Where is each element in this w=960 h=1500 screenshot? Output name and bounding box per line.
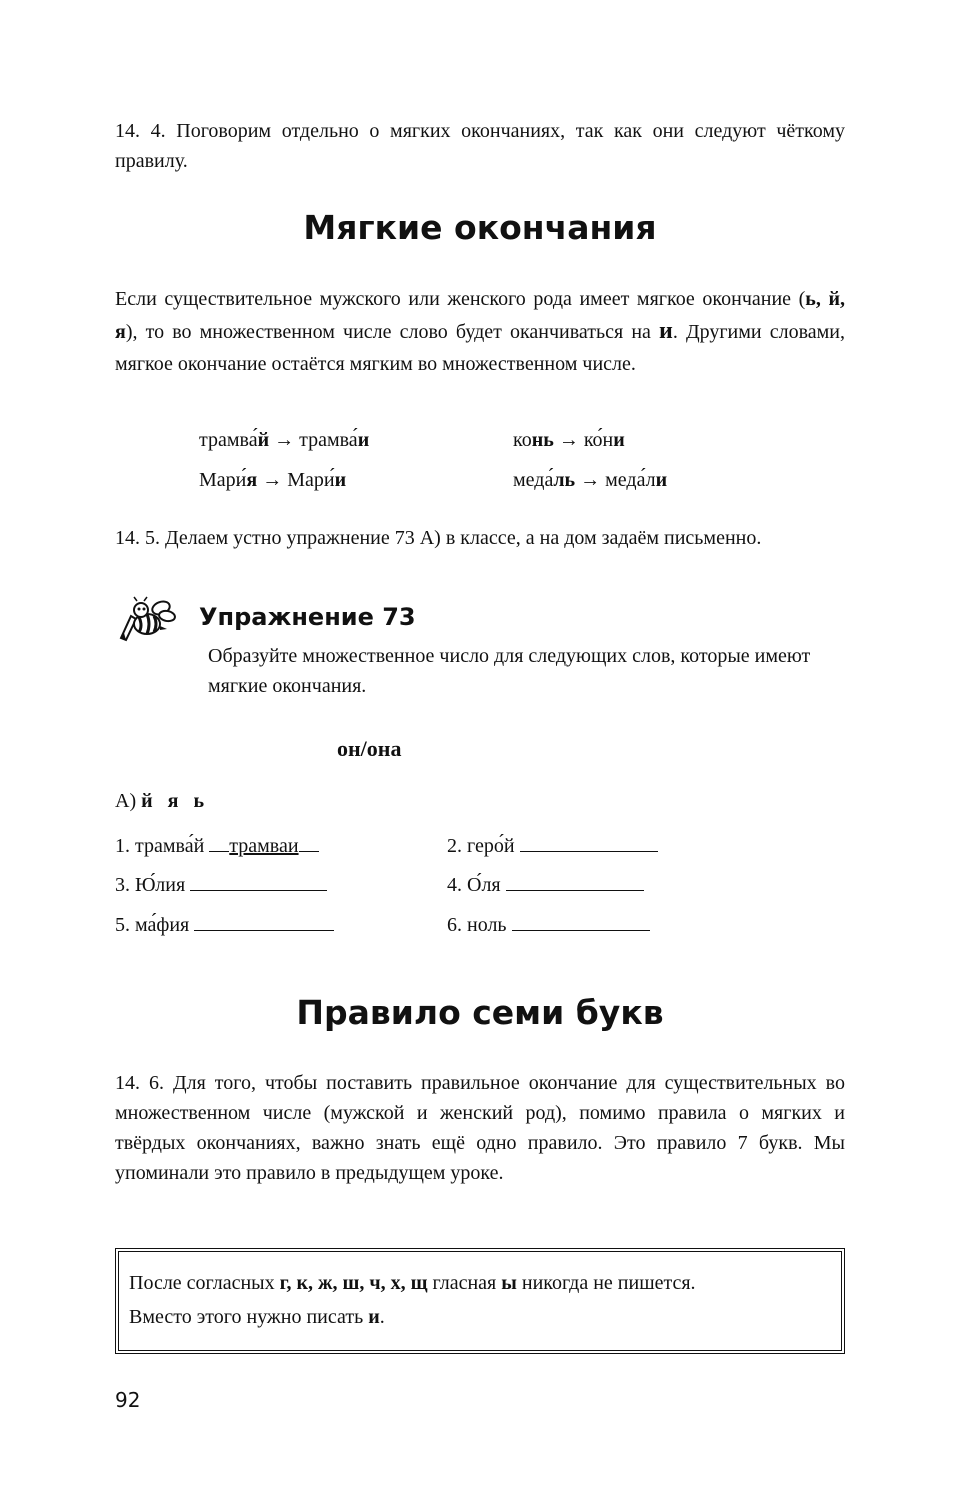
answer-blank-lead xyxy=(209,829,229,852)
vowel-i-letter: и xyxy=(368,1306,380,1328)
item-word: геро́й xyxy=(467,835,515,857)
exercise-item-1 xyxy=(115,829,319,859)
item-word: ноль xyxy=(467,914,507,936)
item-number: 2. xyxy=(447,835,462,857)
example-stem: трамва́ xyxy=(199,429,258,451)
page-number: 92 xyxy=(115,1388,141,1412)
soft-rule-text-2: ), то во множественном числе слово будет оканчиваться на xyxy=(125,321,660,343)
example-ending: и xyxy=(613,429,625,451)
example-stem: Мари́ xyxy=(287,469,335,491)
bee-writing-icon xyxy=(117,596,179,642)
arrow-icon: → xyxy=(262,469,283,491)
soft-endings-letters: ь, й, я xyxy=(115,288,845,343)
answer-field[interactable] xyxy=(512,908,650,931)
soft-rule-paragraph xyxy=(115,283,845,380)
item-number: 3. xyxy=(115,874,130,896)
item-word: О́ля xyxy=(467,874,501,896)
vowel-y-letter: ы xyxy=(501,1272,517,1294)
exercise-instruction: Образуйте множественное число для следующих слов, которые имеют мягкие окончания. xyxy=(208,645,811,697)
arrow-icon: → xyxy=(274,429,295,451)
item-word: ма́фия xyxy=(135,914,190,936)
soft-rule-text-1: Если существительное мужского или женского рода имеет мягкое окончание ( xyxy=(115,288,806,310)
consonant-letters: г, к, ж, ш, ч, х, щ xyxy=(279,1272,428,1294)
example-ending: я xyxy=(246,469,258,491)
example-ending: и xyxy=(334,469,347,491)
section-14-5: 14. 5. Делаем устно упражнение 73 А) в классе, а на дом задаём письменно. xyxy=(115,527,762,549)
rule-text: гласная xyxy=(427,1272,502,1294)
rule-box-text xyxy=(129,1266,831,1334)
answer-field[interactable] xyxy=(520,829,658,852)
heading-soft-endings: Мягкие окончания xyxy=(303,208,657,247)
heading-seven-letter-rule: Правило семи букв xyxy=(296,993,664,1032)
gender-label: он/она xyxy=(337,736,402,761)
example-ending: ль xyxy=(553,469,576,491)
example-tramvai xyxy=(199,425,369,455)
example-maria xyxy=(199,465,346,495)
exercise-item-5 xyxy=(115,908,334,938)
item-number: 5. xyxy=(115,914,130,936)
arrow-icon: → xyxy=(580,469,601,491)
exercise-item-2 xyxy=(447,829,658,859)
part-a-label xyxy=(115,786,204,816)
item-number: 4. xyxy=(447,874,462,896)
example-ending: нь xyxy=(531,429,554,451)
answer-field[interactable] xyxy=(190,868,327,891)
rule-text: После согласных xyxy=(129,1272,280,1294)
answer-blank-tail xyxy=(299,829,319,852)
example-kon xyxy=(513,425,625,455)
exercise-item-6 xyxy=(447,908,650,938)
example-stem: ко́н xyxy=(583,429,614,451)
item-word: трамва́й xyxy=(135,835,205,857)
example-medal xyxy=(513,465,667,495)
example-ending: й xyxy=(257,429,270,451)
soft-rule-text-3: . Другими словами, мягкое окончание остаётся мягким во множественном числе. xyxy=(115,321,846,375)
answer-field[interactable] xyxy=(506,868,644,891)
exercise-item-4 xyxy=(447,868,644,898)
example-ending: и xyxy=(357,429,370,451)
part-label: А) xyxy=(115,790,137,812)
arrow-icon: → xyxy=(558,429,579,451)
example-ending: и xyxy=(655,469,668,491)
item-word: Ю́лия xyxy=(135,874,186,896)
example-stem: меда́ xyxy=(513,469,554,491)
exercise-item-3 xyxy=(115,868,327,898)
answer-field[interactable]: трамваи xyxy=(229,835,299,857)
example-stem: ко xyxy=(513,429,532,451)
rule-text: Вместо этого нужно писать xyxy=(129,1306,369,1328)
section-14-6: 14. 6. Для того, чтобы поставить правильное окончание для существительных во множественном числе (мужской и женский род), помимо правила о мягких и твёрдых окончаниях, важно знать ещё одно правило. Это правило 7 букв. Мы упоминали это правило в предыдущем уроке. xyxy=(115,1072,845,1184)
rule-text: . xyxy=(379,1306,385,1328)
ending-i-letter: и xyxy=(659,318,673,344)
example-stem: Мари́ xyxy=(199,469,247,491)
section-14-4: 14. 4. Поговорим отдельно о мягких окончаниях, так как они следуют чёткому правилу. xyxy=(115,120,845,172)
rule-text: никогда не пишется. xyxy=(516,1272,696,1294)
exercise-title: Упражнение 73 xyxy=(199,603,416,631)
example-stem: трамва́ xyxy=(299,429,358,451)
item-number: 1. xyxy=(115,835,130,857)
answer-field[interactable] xyxy=(194,908,334,931)
part-letters: й я ь xyxy=(141,790,205,812)
example-stem: меда́л xyxy=(605,469,656,491)
item-number: 6. xyxy=(447,914,462,936)
rule-box xyxy=(115,1248,845,1354)
